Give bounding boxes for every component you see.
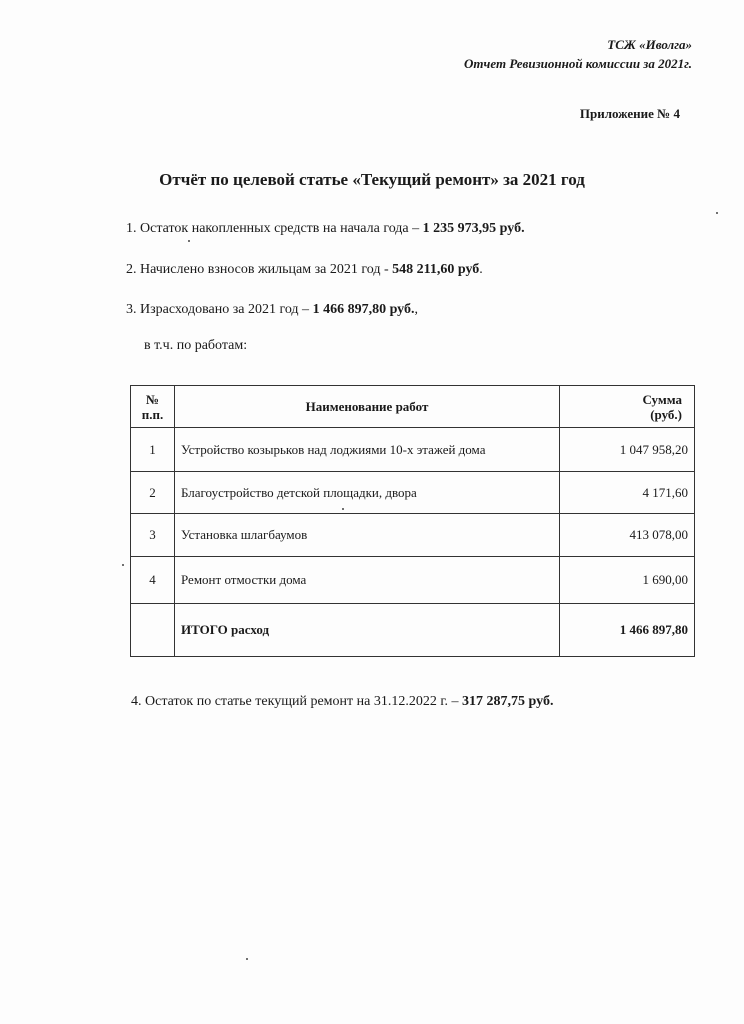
- header-num: [131, 386, 175, 428]
- row-num: 2: [131, 472, 175, 514]
- paragraph-works-intro: в т.ч. по работам:: [144, 338, 248, 353]
- report-name: Отчет Ревизионной комиссии за 2021г.: [464, 56, 692, 71]
- paragraph-value: 1 466 897,80 руб.: [312, 302, 415, 317]
- row-name: Ремонт отмостки дома: [175, 557, 560, 604]
- row-num: 4: [131, 557, 175, 604]
- row-num: 3: [131, 514, 175, 557]
- table-header-row: [131, 386, 695, 428]
- row-sum: 1 690,00: [560, 557, 695, 604]
- table-row: [131, 428, 695, 472]
- header-sum-line1: Сумма: [642, 391, 682, 407]
- header-sum: [560, 386, 695, 428]
- header-sum-line2: (руб.): [650, 406, 682, 422]
- row-sum: 1 047 958,20: [560, 428, 695, 472]
- scan-speck: [188, 240, 190, 242]
- total-num-empty: [131, 604, 175, 657]
- paragraph-text: 2. Начислено взносов жильцам за 2021 год -: [126, 262, 393, 277]
- header-name: Наименование работ: [175, 386, 560, 428]
- works-table: [130, 385, 695, 657]
- organization-name: ТСЖ «Иволга»: [607, 37, 692, 52]
- table-total-row: [131, 604, 695, 657]
- total-sum: 1 466 897,80: [560, 604, 695, 657]
- page-title: Отчёт по целевой статье «Текущий ремонт» за 2021 год: [159, 170, 585, 189]
- paragraph-charged-fees: [126, 262, 483, 278]
- paragraph-tail: ,: [414, 302, 418, 317]
- paragraph-text: 4. Остаток по статье текущий ремонт на 31.12.2022 г. –: [131, 694, 463, 709]
- table-row: [131, 472, 695, 514]
- paragraph-tail: .: [479, 262, 483, 277]
- paragraph-value: 1 235 973,95 руб.: [422, 221, 525, 236]
- scan-speck: [122, 564, 124, 566]
- total-label: ИТОГО расход: [175, 604, 560, 657]
- paragraph-text: 3. Израсходовано за 2021 год –: [126, 302, 313, 317]
- row-name: Устройство козырьков над лоджиями 10-х этажей дома: [175, 428, 560, 472]
- row-sum: 4 171,60: [560, 472, 695, 514]
- paragraph-closing-balance: [131, 694, 553, 710]
- paragraph-spent: [126, 302, 418, 318]
- row-num: 1: [131, 428, 175, 472]
- row-name: Благоустройство детской площадки, двора: [175, 472, 560, 514]
- paragraph-opening-balance: [126, 221, 525, 237]
- row-name: Установка шлагбаумов: [175, 514, 560, 557]
- row-sum: 413 078,00: [560, 514, 695, 557]
- appendix-label: Приложение № 4: [579, 106, 680, 121]
- scan-speck: [246, 958, 248, 960]
- header-num-line1: №: [145, 391, 160, 407]
- paragraph-text: 1. Остаток накопленных средств на начала года –: [126, 221, 423, 236]
- header-num-line2: п.п.: [141, 406, 164, 422]
- scan-speck: [716, 212, 718, 214]
- scan-speck: [342, 508, 344, 510]
- table-row: [131, 514, 695, 557]
- paragraph-value: 317 287,75 руб.: [462, 694, 554, 709]
- paragraph-value: 548 211,60 руб: [392, 262, 480, 277]
- table-row: [131, 557, 695, 604]
